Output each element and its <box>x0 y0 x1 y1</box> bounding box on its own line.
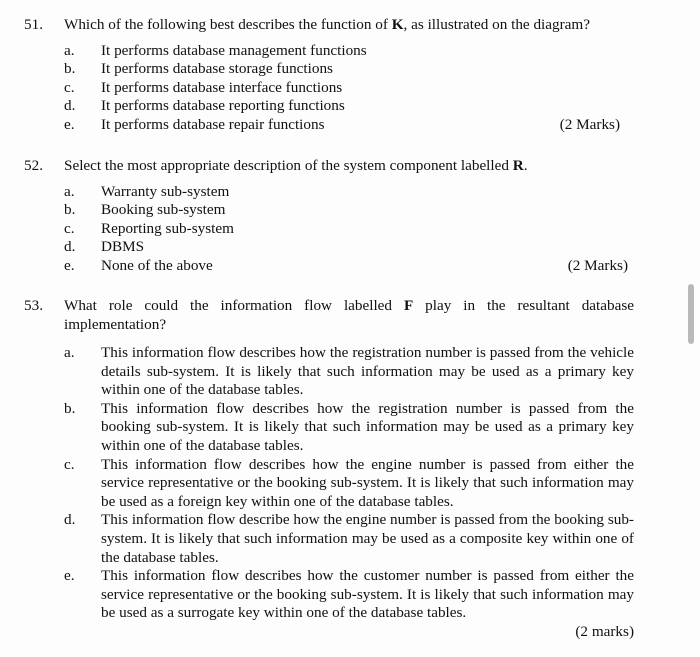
option-text: It performs database reporting functions <box>101 97 345 115</box>
option-letter: d. <box>64 511 76 529</box>
option-text: Booking sub-system <box>101 201 226 219</box>
option-e[interactable] <box>24 116 634 134</box>
option-letter: d. <box>64 97 76 115</box>
option-b[interactable] <box>24 400 634 456</box>
option-letter: b. <box>64 60 76 78</box>
option-a[interactable] <box>24 42 634 60</box>
option-e[interactable] <box>24 567 634 623</box>
options-list <box>24 183 634 275</box>
option-b[interactable] <box>24 201 634 219</box>
option-b[interactable] <box>24 60 634 78</box>
label-f: F <box>403 297 414 314</box>
question-text: Select the most appropriate description of the system component labelled R. <box>64 157 528 174</box>
option-d[interactable] <box>24 238 634 256</box>
option-c[interactable] <box>24 79 634 97</box>
option-d[interactable] <box>24 511 634 567</box>
option-text: It performs database storage functions <box>101 60 333 78</box>
option-letter: e. <box>64 256 75 274</box>
question-number: 51. <box>24 16 43 33</box>
marks-label: (2 marks) <box>575 622 634 640</box>
option-letter: a. <box>64 183 75 200</box>
option-text: It performs database interface functions <box>101 78 343 96</box>
question-text: What role could the information flow labelled F play in the resultant database implementation? <box>64 297 634 333</box>
option-letter: e. <box>64 567 75 585</box>
option-a[interactable] <box>24 183 634 201</box>
option-text: None of the above <box>101 256 213 274</box>
option-text: This information flow describes how the registration number is passed from the booking sub-system. It is likely that such information may be used as a primary key within one of the database tables. <box>101 399 634 454</box>
option-text: Warranty sub-system <box>101 183 230 200</box>
option-text: It performs database management functions <box>101 42 367 59</box>
option-text: It performs database repair functions <box>101 115 325 133</box>
question-text: Which of the following best describes the function of K, as illustrated on the diagram? <box>64 16 590 33</box>
question-52 <box>24 156 634 275</box>
label-r: R <box>512 157 524 174</box>
option-c[interactable] <box>24 456 634 512</box>
options-list <box>24 344 634 623</box>
question-number: 52. <box>24 157 43 174</box>
option-text: This information flow describes how the engine number is passed from either the service representative or the booking sub-system. It is likely that such information may be used as a foreign key within one of the database tables. <box>101 455 634 510</box>
option-letter: c. <box>64 78 75 96</box>
question-53 <box>24 296 634 641</box>
option-e[interactable] <box>24 257 634 275</box>
options-list <box>24 42 634 134</box>
option-a[interactable] <box>24 344 634 400</box>
label-k: K <box>391 16 404 33</box>
question-53-header <box>24 296 634 334</box>
marks-label: (2 Marks) <box>559 115 620 133</box>
marks-label: (2 Marks) <box>567 256 628 274</box>
option-text: DBMS <box>101 238 145 256</box>
question-number: 53. <box>24 297 43 314</box>
option-d[interactable] <box>24 97 634 115</box>
option-text: This information flow describes how the customer number is passed from either the service representative or the booking sub-system. It is likely that such information may be used as a surrogate key within one of the database tables. <box>101 567 634 622</box>
question-51 <box>24 15 634 134</box>
question-52-header <box>24 156 634 175</box>
option-letter: a. <box>64 42 75 59</box>
scrollbar-thumb[interactable] <box>688 284 694 344</box>
option-letter: b. <box>64 201 76 219</box>
option-letter: c. <box>64 219 75 237</box>
option-text: Reporting sub-system <box>101 219 234 237</box>
option-letter: c. <box>64 455 75 473</box>
option-letter: b. <box>64 399 76 417</box>
option-letter: d. <box>64 238 76 256</box>
option-c[interactable] <box>24 220 634 238</box>
option-letter: e. <box>64 115 75 133</box>
option-text: This information flow describes how the registration number is passed from the vehicle details sub-system. It is likely that such information may be used as a primary key within one of the database tables. <box>101 344 634 399</box>
option-letter: a. <box>64 344 75 361</box>
option-text: This information flow describe how the engine number is passed from the booking sub-system. It is likely that such information may be used as a composite key within one of the database tables. <box>101 511 634 566</box>
question-51-header <box>24 15 634 34</box>
